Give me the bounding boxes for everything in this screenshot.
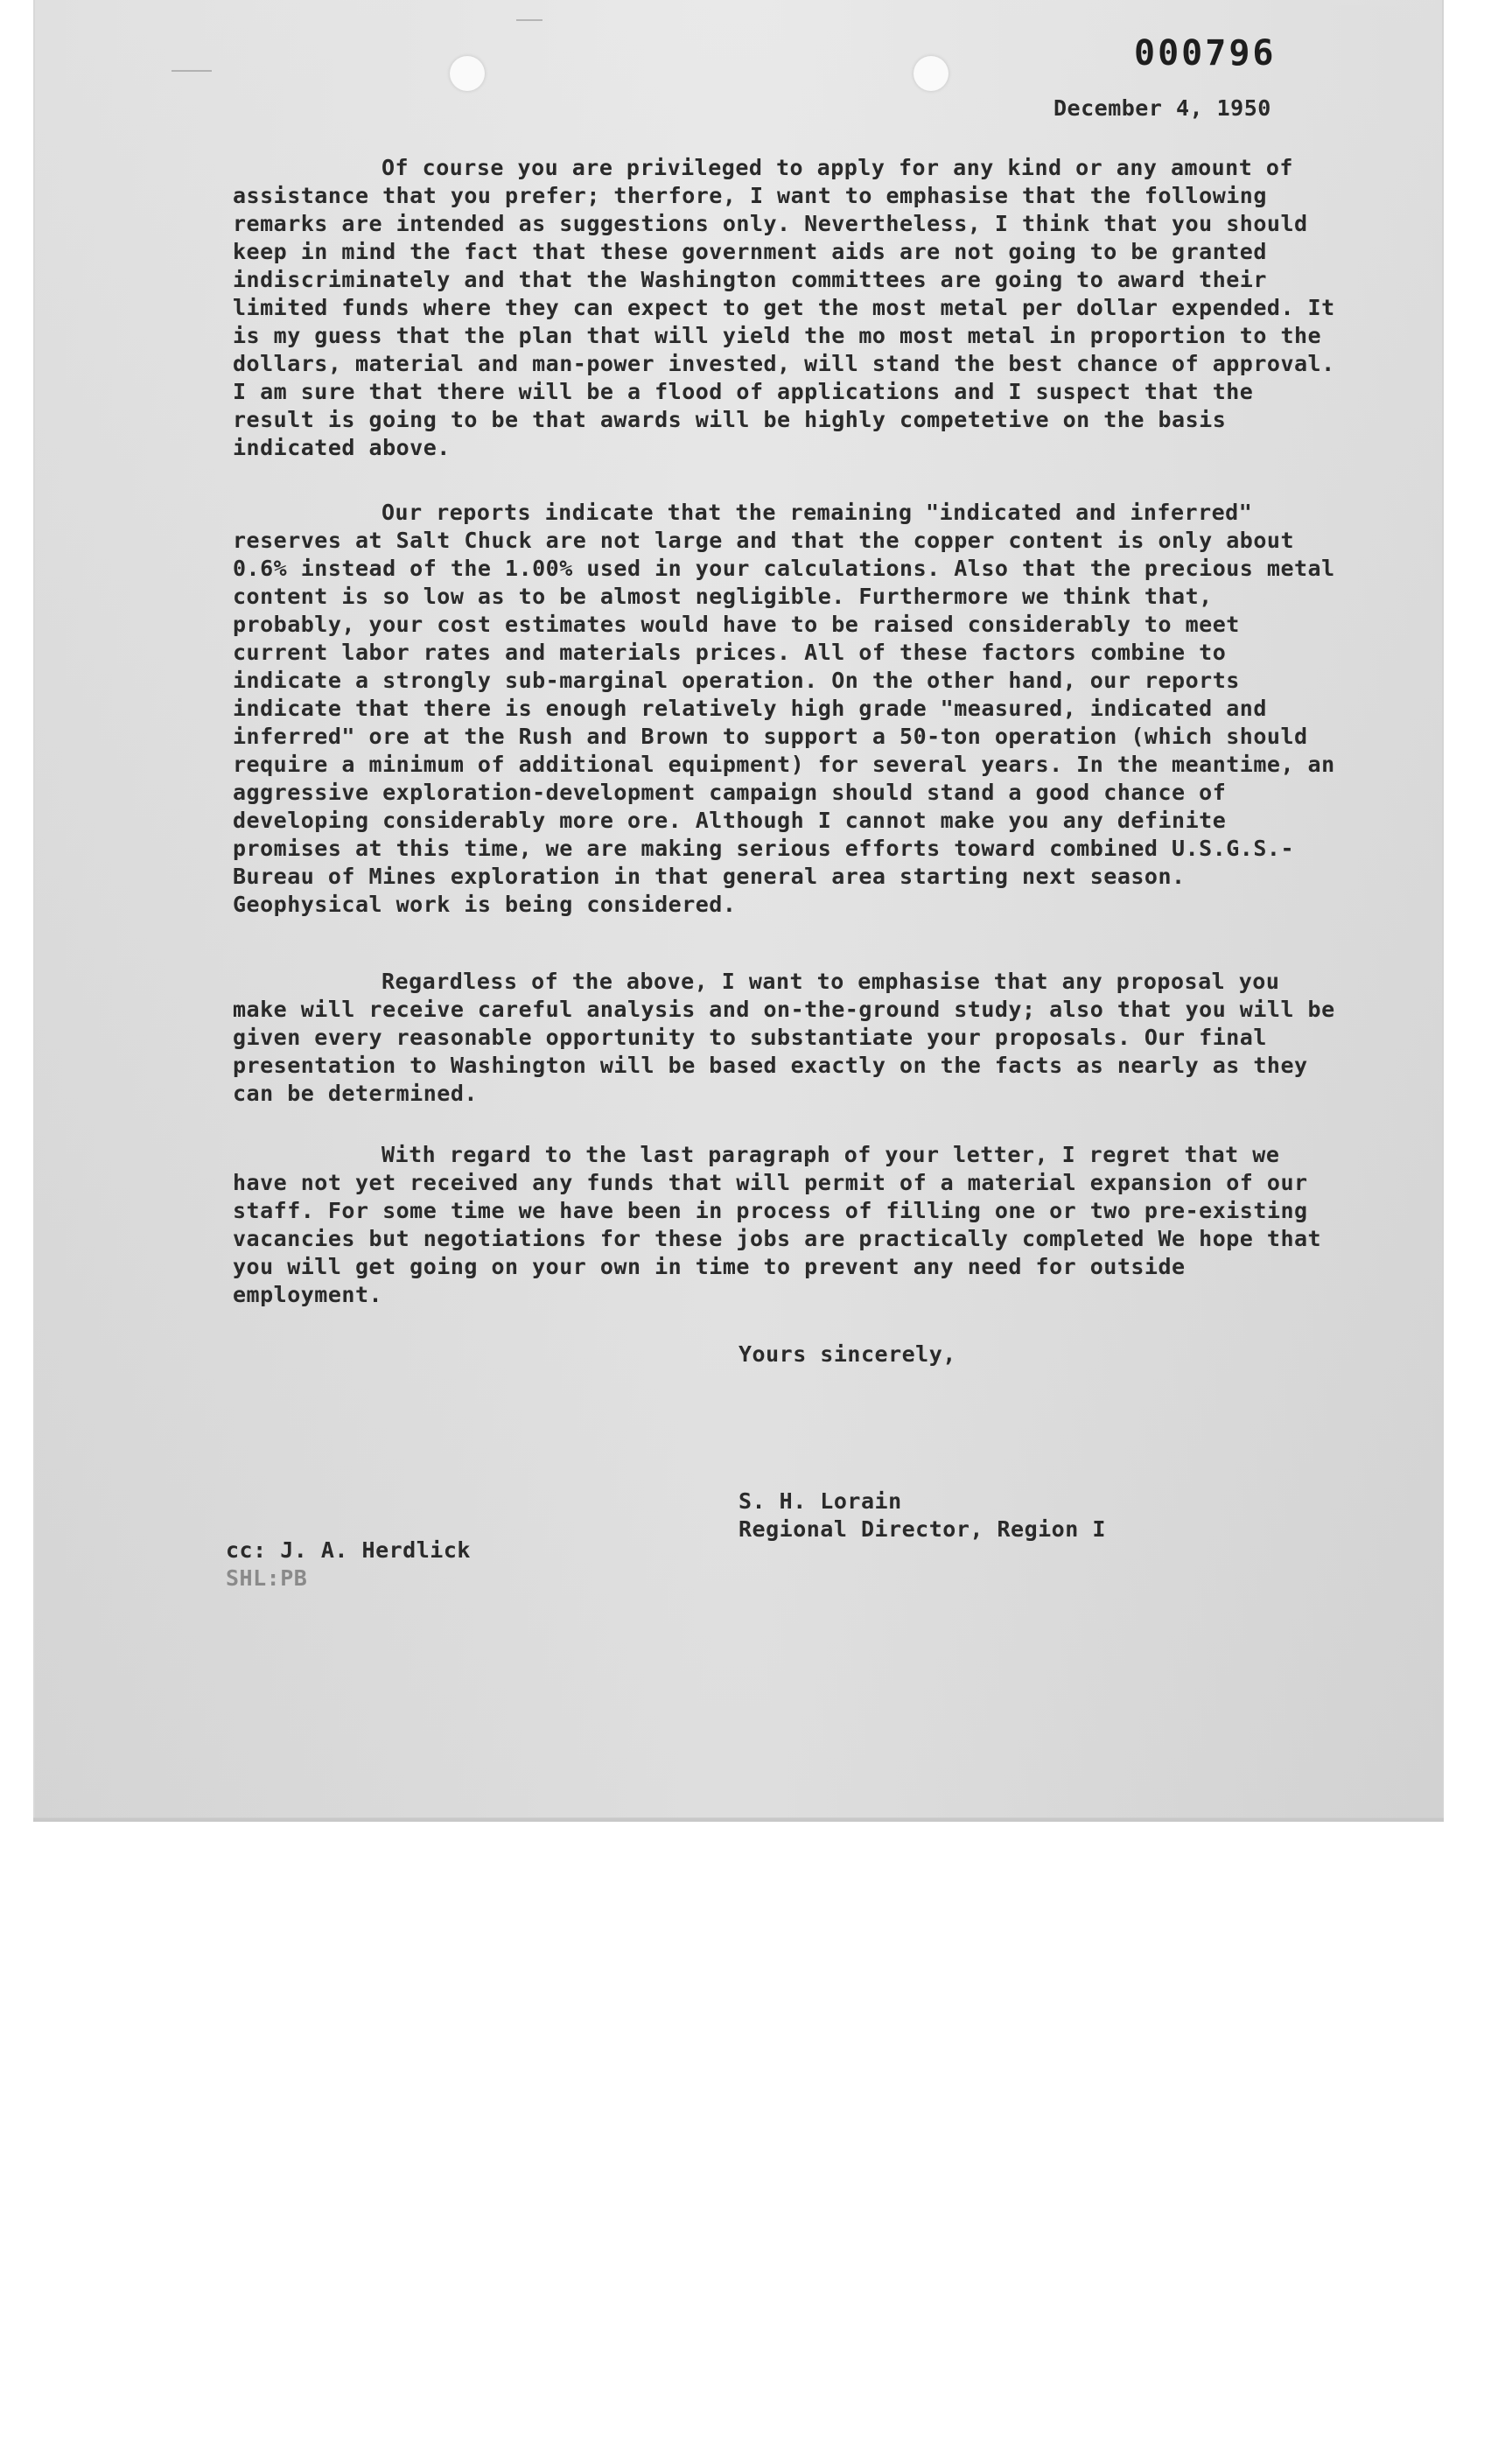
letter-paragraph-1 bbox=[233, 154, 1335, 462]
paragraph-text: Regardless of the above, I want to emphasise that any proposal you make will receive careful analysis and on-the-ground study; also that you will be given every reasonable opportunity to substantiate your proposals. Our final presentation to Washington will be based exactly on the facts as nearly as they can be determined. bbox=[233, 969, 1335, 1106]
carbon-copy-line: cc: J. A. Herdlick bbox=[226, 1537, 471, 1563]
page-mark bbox=[516, 19, 542, 21]
page-edge bbox=[33, 1818, 1444, 1822]
paragraph-text: Our reports indicate that the remaining "indicated and inferred" reserves at Salt Chuck are not large and that the copper content is only about 0.6% instead of the 1.00% used in your calculations. Also that the precious metal content is so low as to be almost negligible. Furthermore we think that, probably, your cost estimates would have to be raised considerably to meet current labor rates and materials prices. All of these factors combine to indicate a strongly sub-marginal operation. On the other hand, our reports indicate that there is enough relatively high grade "measured, indicated and inferred" ore at the Rush and Brown to support a 50-ton operation (which should require a minimum of additional equipment) for several years. In the meantime, an aggressive exploration-development campaign should stand a good chance of developing considerably more ore. Although I cannot make you any definite promises at this time, we are making serious efforts toward combined U.S.G.S.-Bureau of Mines exploration in that general area starting next season. Geophysical work is being considered. bbox=[233, 500, 1335, 917]
punch-hole-right bbox=[914, 56, 948, 91]
document-number: 000796 bbox=[1134, 33, 1277, 74]
letter-paragraph-2 bbox=[233, 499, 1335, 919]
paragraph-text: Of course you are privileged to apply for any kind or any amount of assistance that you prefer; therfore, I want to emphasise that the following remarks are intended as suggestions only. Nevertheless, I think that you should keep in mind the fact that these government aids are not going to be granted indiscriminately and that the Washington committees are going to award their limited funds where they can expect to get the most metal per dollar expended. It is my guess that the plan that will yield the mo most metal in proportion to the dollars, material and man-power invested, will stand the best chance of approval. I am sure that there will be a flood of applications and I suspect that the result is going to be that awards will be highly competetive on the basis indicated above. bbox=[233, 155, 1335, 460]
signature-block bbox=[738, 1488, 1106, 1544]
letter-paragraph-3 bbox=[233, 968, 1335, 1108]
letter-closing: Yours sincerely, bbox=[738, 1341, 956, 1367]
page-mark bbox=[172, 70, 212, 72]
signer-name: S. H. Lorain bbox=[738, 1488, 902, 1514]
punch-hole-left bbox=[450, 56, 485, 91]
paragraph-text: With regard to the last paragraph of your letter, I regret that we have not yet received any funds that will permit of a material expansion of our staff. For some time we have been in process of filling one or two pre-existing vacancies but negotiations for these jobs are practically completed We hope that you will get going on your own in time to prevent any need for outside employment. bbox=[233, 1142, 1322, 1307]
signer-title: Regional Director, Region I bbox=[738, 1516, 1106, 1542]
letter-date: December 4, 1950 bbox=[1054, 95, 1271, 121]
letter-paragraph-4 bbox=[233, 1141, 1335, 1309]
typist-initials: SHL:PB bbox=[226, 1565, 308, 1591]
